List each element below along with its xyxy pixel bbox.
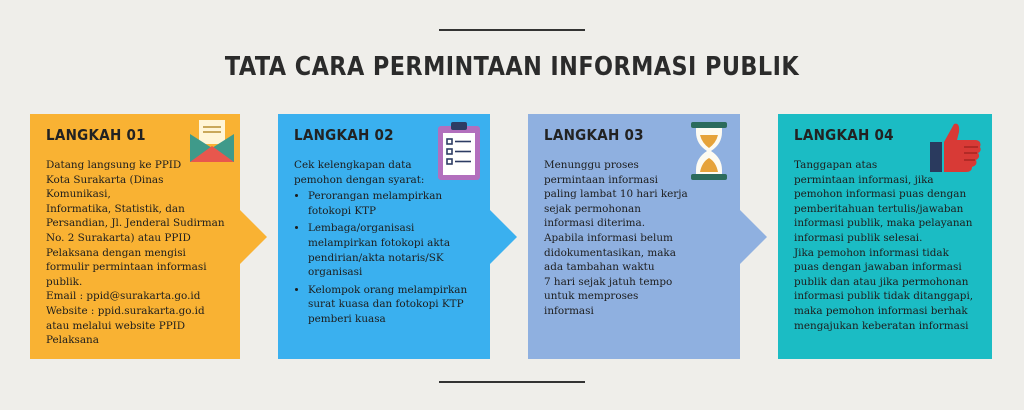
- page-title: TATA CARA PERMINTAAN INFORMASI PUBLIK: [224, 52, 800, 82]
- intro-line: pemohon dengan syarat:: [294, 173, 425, 186]
- text-line: Apabila informasi belum: [544, 231, 673, 244]
- text-line: publik dan atau jika permohonan: [794, 275, 969, 288]
- text-line: permintaan informasi: [544, 173, 658, 186]
- text-line: Jika pemohon informasi tidak: [794, 246, 949, 259]
- text-line: Pelaksana dengan mengisi: [46, 246, 186, 259]
- step-body: [794, 158, 978, 333]
- envelope-icon: [189, 120, 235, 162]
- text-line: No. 2 Surakarta) atau PPID: [46, 231, 191, 244]
- text-line: informasi publik tidak ditanggapi,: [794, 290, 974, 303]
- step-card-3: [528, 114, 740, 359]
- text-line: Pelaksana: [46, 334, 99, 347]
- step-card-1: [30, 114, 240, 359]
- text-line: informasi diterima.: [544, 217, 646, 230]
- website-line: Website : ppid.surakarta.go.id: [46, 304, 205, 317]
- requirement-list: [294, 189, 476, 326]
- step-arrow: [490, 210, 517, 264]
- clipboard-checklist-icon: [438, 122, 480, 180]
- step-arrow: [240, 210, 267, 264]
- text-line: 7 hari sejak jatuh tempo: [544, 275, 673, 288]
- text-line: atau melalui website PPID: [46, 319, 186, 332]
- text-line: permintaan informasi, jika: [794, 173, 934, 186]
- text-line: pemohon informasi puas dengan: [794, 188, 967, 201]
- intro-line: Cek kelengkapan data: [294, 159, 412, 171]
- step-card-2: [278, 114, 490, 359]
- step-heading: LANGKAH 04: [794, 126, 894, 144]
- text-line: publik.: [46, 275, 83, 288]
- step-body: [294, 158, 476, 327]
- top-divider: [439, 29, 585, 31]
- step-body: [46, 158, 226, 348]
- step-heading: LANGKAH 03: [544, 126, 644, 144]
- text-line: informasi publik selesai.: [794, 231, 923, 244]
- text-line: informasi: [544, 304, 594, 317]
- text-line: Menunggu proses: [544, 159, 639, 171]
- text-line: sejak permohonan: [544, 202, 641, 215]
- thumbs-up-icon: [930, 120, 982, 172]
- text-line: maka pemohon informasi berhak: [794, 304, 968, 317]
- text-line: Persandian, Jl. Jenderal Sudirman: [46, 217, 225, 230]
- text-line: Kota Surakarta (Dinas Komunikasi,: [46, 173, 164, 201]
- text-line: Datang langsung ke PPID: [46, 159, 182, 171]
- text-line: untuk memproses: [544, 290, 639, 303]
- text-line: mengajukan keberatan informasi: [794, 319, 969, 332]
- hourglass-icon: [691, 122, 727, 180]
- text-line: didokumentasikan, maka: [544, 246, 676, 259]
- list-item: • Kelompok orang melampirkan surat kuasa dan fotokopi KTP pemberi kuasa: [308, 283, 476, 327]
- text-line: pemberitahuan tertulis/jawaban: [794, 202, 964, 215]
- text-line: Informatika, Statistik, dan: [46, 202, 185, 215]
- text-line: informasi publik, maka pelayanan: [794, 217, 973, 230]
- list-item: • Perorangan melampirkan fotokopi KTP: [308, 189, 476, 218]
- bottom-divider: [439, 381, 585, 383]
- list-item: • Lembaga/organisasi melampirkan fotokopi akta pendirian/akta notaris/SK organisasi: [308, 221, 476, 279]
- text-line: ada tambahan waktu: [544, 261, 655, 274]
- step-arrow: [740, 210, 767, 264]
- email-line: Email : ppid@surakarta.go.id: [46, 290, 201, 303]
- text-line: puas dengan jawaban informasi: [794, 261, 962, 274]
- text-line: paling lambat 10 hari kerja: [544, 188, 688, 201]
- text-line: Tanggapan atas: [794, 159, 878, 171]
- step-heading: LANGKAH 02: [294, 126, 394, 144]
- step-body: [544, 158, 726, 319]
- step-card-4: [778, 114, 992, 359]
- text-line: formulir permintaan informasi: [46, 261, 207, 274]
- step-heading: LANGKAH 01: [46, 126, 146, 144]
